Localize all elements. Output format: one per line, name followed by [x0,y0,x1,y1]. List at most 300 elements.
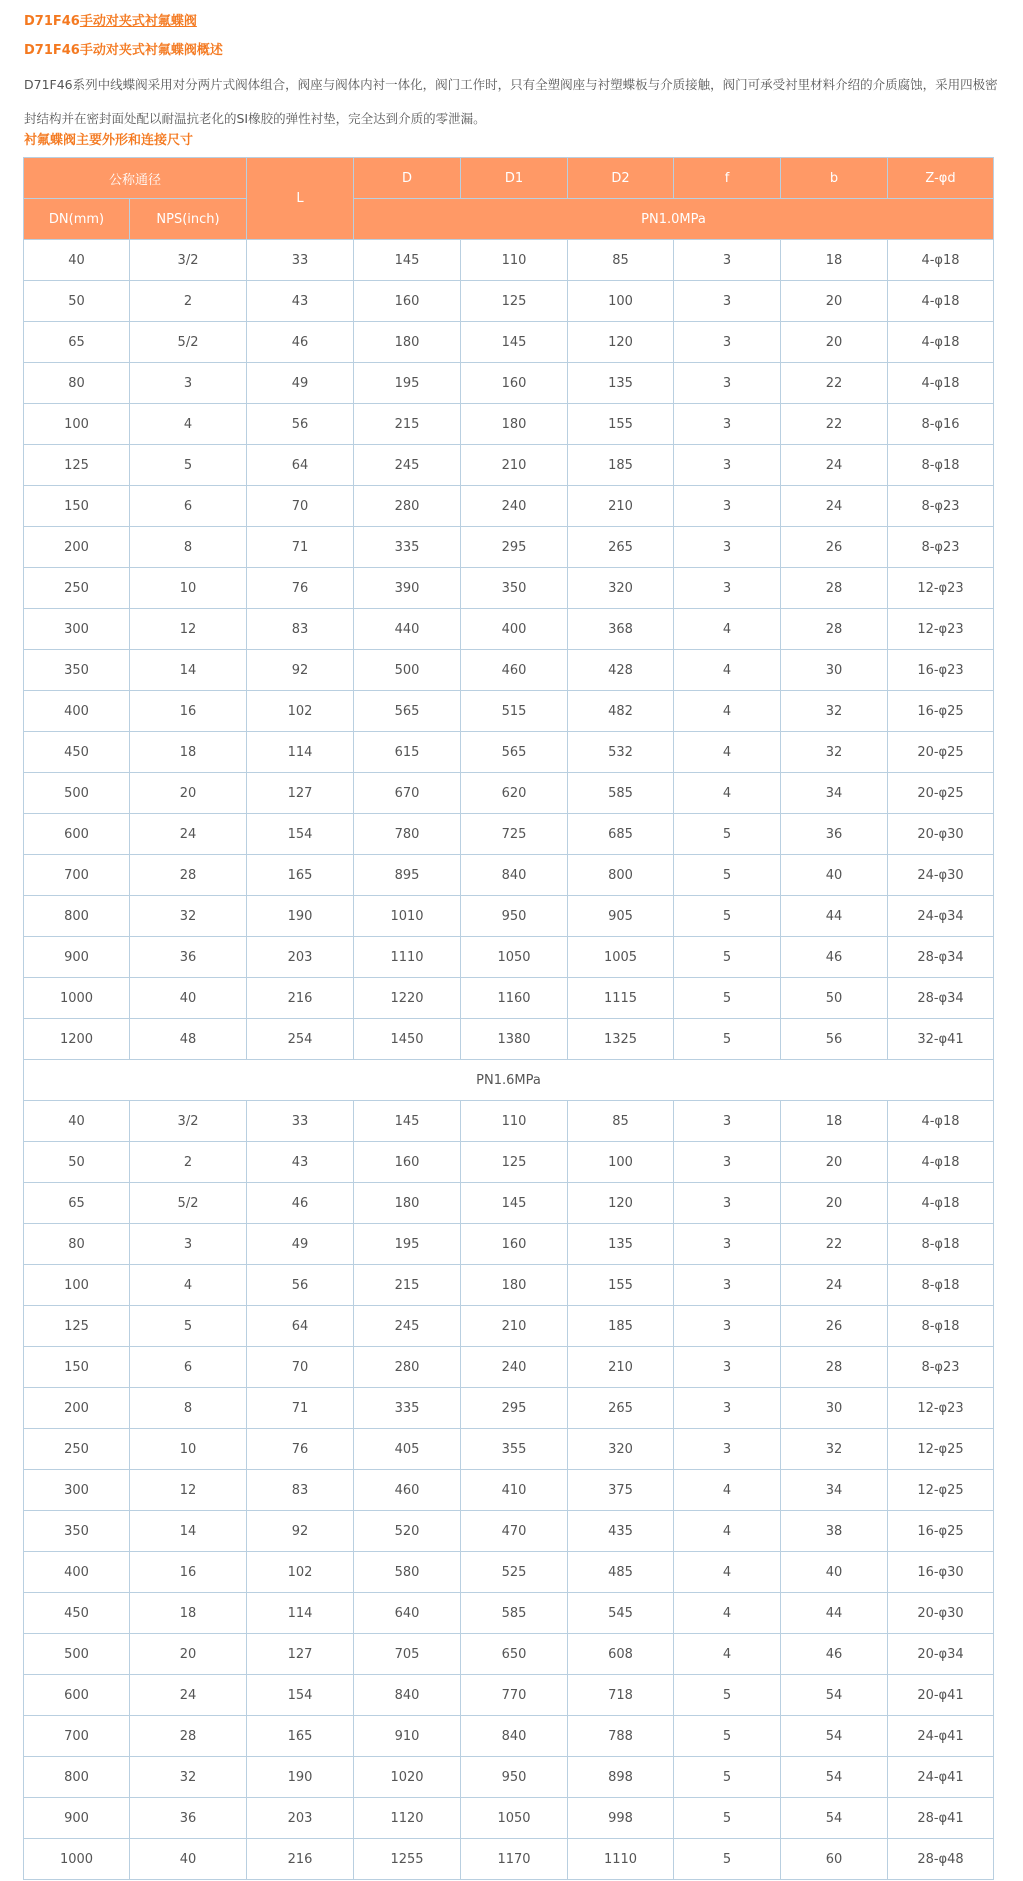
table-cell: 28-φ34 [888,978,994,1019]
table-cell: 16-φ23 [888,650,994,691]
table-cell: 410 [461,1470,568,1511]
header-nominal-diameter: 公称通径 [24,158,247,199]
table-cell: 20-φ25 [888,773,994,814]
table-cell: 210 [568,486,674,527]
table-cell: 12-φ23 [888,568,994,609]
table-cell: 3 [130,1224,247,1265]
table-cell: 280 [354,1347,461,1388]
table-cell: 210 [461,445,568,486]
table-cell: 295 [461,527,568,568]
header-z-phi-d: Z-φd [888,158,994,199]
table-row [24,1224,994,1265]
table-cell: 145 [461,1183,568,1224]
table-cell: 3 [674,1388,781,1429]
table-cell: 1325 [568,1019,674,1060]
table-cell: 18 [781,1101,888,1142]
table-cell: 30 [781,1388,888,1429]
table-cell: 5 [674,814,781,855]
table-cell: 5 [674,1798,781,1839]
table-cell: 20 [130,1634,247,1675]
table-cell: 200 [24,527,130,568]
table-cell: 390 [354,568,461,609]
table-cell: 1010 [354,896,461,937]
table-cell: 160 [461,363,568,404]
table-cell: 32 [130,1757,247,1798]
table-cell: 24 [781,486,888,527]
table-row [24,691,994,732]
table-cell: 8-φ18 [888,445,994,486]
table-cell: 60 [781,1839,888,1880]
table-cell: 470 [461,1511,568,1552]
table-cell: 4-φ18 [888,322,994,363]
table-cell: 4 [130,1265,247,1306]
header-d2: D2 [568,158,674,199]
table-cell: 50 [24,1142,130,1183]
title-code: D71F46 [24,14,80,29]
table-cell: 5/2 [130,322,247,363]
table-cell: 8-φ16 [888,404,994,445]
table-cell: 3 [674,527,781,568]
table-cell: 250 [24,1429,130,1470]
table-cell: 28-φ34 [888,937,994,978]
table-cell: 1170 [461,1839,568,1880]
table-cell: 840 [354,1675,461,1716]
table-cell: 5 [674,1675,781,1716]
table-cell: 350 [461,568,568,609]
table-cell: 4-φ18 [888,240,994,281]
table-cell: 28 [130,1716,247,1757]
table-row [24,1429,994,1470]
table-cell: 12 [130,609,247,650]
table-cell: 114 [247,732,354,773]
table-cell: 18 [130,1593,247,1634]
table-cell: 368 [568,609,674,650]
table-cell: 83 [247,609,354,650]
table-cell: 700 [24,855,130,896]
table-cell: 150 [24,486,130,527]
table-cell: 33 [247,240,354,281]
table-cell: 950 [461,1757,568,1798]
table-cell: 180 [461,404,568,445]
table-cell: 145 [354,1101,461,1142]
table-cell: 71 [247,527,354,568]
table-row [24,1675,994,1716]
table-cell: 145 [354,240,461,281]
table-cell: 5 [130,445,247,486]
table-cell: 210 [461,1306,568,1347]
table-cell: 998 [568,1798,674,1839]
table-cell: 43 [247,1142,354,1183]
table-cell: 350 [24,650,130,691]
table-cell: 295 [461,1388,568,1429]
table-row [24,732,994,773]
table-cell: 16 [130,1552,247,1593]
table-cell: 615 [354,732,461,773]
table-cell: 240 [461,1347,568,1388]
table-cell: 40 [130,978,247,1019]
section-pressure-label: PN1.6MPa [24,1060,994,1101]
table-cell: 5 [674,855,781,896]
table-cell: 580 [354,1552,461,1593]
table-cell: 22 [781,363,888,404]
table-cell: 640 [354,1593,461,1634]
table-cell: 65 [24,1183,130,1224]
table-cell: 43 [247,281,354,322]
table-cell: 92 [247,650,354,691]
table-cell: 65 [24,322,130,363]
table-cell: 725 [461,814,568,855]
table-cell: 355 [461,1429,568,1470]
table-cell: 780 [354,814,461,855]
table-row [24,1306,994,1347]
table-cell: 3 [674,404,781,445]
table-cell: 48 [130,1019,247,1060]
table-cell: 685 [568,814,674,855]
table-cell: 950 [461,896,568,937]
table-cell: 203 [247,937,354,978]
table-cell: 49 [247,1224,354,1265]
table-cell: 125 [24,1306,130,1347]
table-cell: 24-φ41 [888,1757,994,1798]
page-title-link[interactable] [24,12,197,32]
table-cell: 20-φ41 [888,1675,994,1716]
table-cell: 185 [568,445,674,486]
table-cell: 460 [354,1470,461,1511]
table-row [24,527,994,568]
table-cell: 565 [354,691,461,732]
table-cell: 114 [247,1593,354,1634]
overview-heading [24,41,223,61]
header-f: f [674,158,781,199]
table-cell: 3 [130,363,247,404]
table-cell: 76 [247,1429,354,1470]
table-cell: 5 [130,1306,247,1347]
table-cell: 165 [247,855,354,896]
table-row [24,814,994,855]
table-cell: 20 [781,322,888,363]
table-cell: 4 [674,732,781,773]
table-cell: 2 [130,281,247,322]
table-cell: 8-φ18 [888,1224,994,1265]
table-cell: 500 [24,773,130,814]
table-cell: 585 [568,773,674,814]
table-cell: 16-φ30 [888,1552,994,1593]
header-row-2 [24,199,994,240]
table-cell: 1110 [568,1839,674,1880]
table-cell: 28 [781,568,888,609]
table-row [24,978,994,1019]
table-cell: 3 [674,363,781,404]
table-cell: 20-φ25 [888,732,994,773]
section-label-row [24,1060,994,1101]
table-cell: 70 [247,486,354,527]
table-cell: 24 [781,1265,888,1306]
table-cell: 150 [24,1347,130,1388]
table-cell: 320 [568,568,674,609]
table-cell: 12-φ25 [888,1470,994,1511]
table-cell: 40 [24,240,130,281]
table-cell: 1255 [354,1839,461,1880]
table-cell: 3 [674,486,781,527]
table-cell: 24-φ34 [888,896,994,937]
title-text: 手动对夹式衬氟蝶阀 [79,14,197,29]
table-cell: 8-φ18 [888,1306,994,1347]
table-cell: 485 [568,1552,674,1593]
table-cell: 8-φ23 [888,1347,994,1388]
table-row [24,1347,994,1388]
table-row [24,486,994,527]
table-cell: 1450 [354,1019,461,1060]
table-cell: 4 [674,1511,781,1552]
table-cell: 4-φ18 [888,1101,994,1142]
table-row [24,1265,994,1306]
header-dn: DN(mm) [24,199,130,240]
table-cell: 250 [24,568,130,609]
table-cell: 20 [781,281,888,322]
table-cell: 125 [461,281,568,322]
table-cell: 100 [24,404,130,445]
table-cell: 3/2 [130,240,247,281]
table-cell: 12-φ23 [888,609,994,650]
table-cell: 190 [247,896,354,937]
table-cell: 788 [568,1716,674,1757]
table-cell: 102 [247,1552,354,1593]
table-cell: 718 [568,1675,674,1716]
table-row [24,363,994,404]
table-row [24,896,994,937]
table-row [24,1470,994,1511]
table-row [24,609,994,650]
table-cell: 450 [24,1593,130,1634]
table-cell: 16-φ25 [888,1511,994,1552]
header-row-1 [24,158,994,199]
table-row [24,1716,994,1757]
table-cell: 3 [674,1224,781,1265]
table-cell: 500 [354,650,461,691]
table-cell: 4 [674,650,781,691]
table-cell: 5 [674,1757,781,1798]
table-cell: 20 [781,1183,888,1224]
table-cell: 5 [674,1019,781,1060]
table-cell: 905 [568,896,674,937]
table-cell: 4 [674,609,781,650]
table-cell: 1380 [461,1019,568,1060]
table-cell: 1020 [354,1757,461,1798]
table-cell: 565 [461,732,568,773]
table-cell: 1050 [461,937,568,978]
table-cell: 1160 [461,978,568,1019]
table-cell: 32 [781,1429,888,1470]
table-cell: 265 [568,1388,674,1429]
table-cell: 500 [24,1634,130,1675]
table-cell: 3/2 [130,1101,247,1142]
table-cell: 85 [568,240,674,281]
table-cell: 6 [130,486,247,527]
table-cell: 620 [461,773,568,814]
table-cell: 100 [568,1142,674,1183]
table-cell: 28-φ41 [888,1798,994,1839]
table-cell: 38 [781,1511,888,1552]
table-cell: 3 [674,1101,781,1142]
table-cell: 20 [781,1142,888,1183]
table-row [24,937,994,978]
table-cell: 670 [354,773,461,814]
table-cell: 320 [568,1429,674,1470]
table-cell: 28-φ48 [888,1839,994,1880]
table-cell: 6 [130,1347,247,1388]
table-cell: 92 [247,1511,354,1552]
table-row [24,1142,994,1183]
table-cell: 195 [354,363,461,404]
table-cell: 705 [354,1634,461,1675]
table-cell: 120 [568,322,674,363]
table-cell: 28 [781,609,888,650]
table-body [24,158,994,1880]
table-cell: 215 [354,1265,461,1306]
header-d: D [354,158,461,199]
table-row [24,1388,994,1429]
table-cell: 3 [674,445,781,486]
table-row [24,322,994,363]
table-cell: 16-φ25 [888,691,994,732]
table-cell: 26 [781,527,888,568]
table-cell: 216 [247,1839,354,1880]
overview-code: D71F46 [24,43,80,58]
table-cell: 375 [568,1470,674,1511]
table-cell: 34 [781,1470,888,1511]
table-cell: 14 [130,650,247,691]
table-row [24,1634,994,1675]
table-row [24,1552,994,1593]
table-cell: 898 [568,1757,674,1798]
table-cell: 160 [461,1224,568,1265]
table-cell: 24 [130,1675,247,1716]
table-cell: 400 [24,1552,130,1593]
table-cell: 14 [130,1511,247,1552]
table-cell: 460 [461,650,568,691]
table-cell: 245 [354,1306,461,1347]
table-cell: 71 [247,1388,354,1429]
table-row [24,1593,994,1634]
table-cell: 3 [674,1306,781,1347]
table-cell: 5 [674,1839,781,1880]
table-cell: 8 [130,1388,247,1429]
table-cell: 515 [461,691,568,732]
table-cell: 85 [568,1101,674,1142]
table-cell: 4 [130,404,247,445]
table-row [24,1511,994,1552]
table-cell: 650 [461,1634,568,1675]
table-cell: 18 [781,240,888,281]
table-cell: 46 [247,322,354,363]
table-cell: 4-φ18 [888,1142,994,1183]
table-row [24,404,994,445]
table-cell: 34 [781,773,888,814]
table-cell: 32-φ41 [888,1019,994,1060]
table-cell: 40 [781,1552,888,1593]
table-cell: 532 [568,732,674,773]
table-row [24,773,994,814]
table-cell: 20-φ30 [888,1593,994,1634]
table-cell: 800 [24,896,130,937]
table-cell: 125 [461,1142,568,1183]
table-cell: 10 [130,568,247,609]
table-cell: 265 [568,527,674,568]
table-cell: 154 [247,1675,354,1716]
table-cell: 155 [568,404,674,445]
table-cell: 46 [781,937,888,978]
table-cell: 54 [781,1798,888,1839]
table-cell: 120 [568,1183,674,1224]
table-cell: 160 [354,281,461,322]
table-cell: 54 [781,1675,888,1716]
table-row [24,1798,994,1839]
table-row [24,445,994,486]
table-cell: 46 [781,1634,888,1675]
table-cell: 280 [354,486,461,527]
table-cell: 3 [674,1183,781,1224]
table-cell: 1000 [24,978,130,1019]
table-cell: 216 [247,978,354,1019]
table-cell: 800 [568,855,674,896]
table-cell: 240 [461,486,568,527]
table-cell: 1200 [24,1019,130,1060]
table-cell: 160 [354,1142,461,1183]
table-cell: 5 [674,1716,781,1757]
table-cell: 4 [674,773,781,814]
table-cell: 12 [130,1470,247,1511]
table-cell: 1050 [461,1798,568,1839]
table-cell: 180 [354,1183,461,1224]
table-row [24,1183,994,1224]
table-cell: 4-φ18 [888,281,994,322]
table-cell: 300 [24,1470,130,1511]
table-cell: 895 [354,855,461,896]
table-cell: 400 [24,691,130,732]
table-cell: 5/2 [130,1183,247,1224]
table-cell: 12-φ23 [888,1388,994,1429]
table-cell: 405 [354,1429,461,1470]
table-cell: 5 [674,978,781,1019]
table-cell: 545 [568,1593,674,1634]
table-cell: 76 [247,568,354,609]
table-cell: 910 [354,1716,461,1757]
table-row [24,1101,994,1142]
table-cell: 4-φ18 [888,1183,994,1224]
header-d1: D1 [461,158,568,199]
table-cell: 54 [781,1757,888,1798]
table-cell: 44 [781,896,888,937]
table-cell: 254 [247,1019,354,1060]
table-cell: 20-φ34 [888,1634,994,1675]
table-cell: 4 [674,1552,781,1593]
table-cell: 20 [130,773,247,814]
table-cell: 56 [247,404,354,445]
table-cell: 4 [674,1593,781,1634]
table-cell: 4-φ18 [888,363,994,404]
table-cell: 22 [781,1224,888,1265]
dimensions-heading: 衬氟蝶阀主要外形和连接尺寸 [24,133,194,148]
table-cell: 180 [461,1265,568,1306]
table-cell: 16 [130,691,247,732]
table-cell: 110 [461,240,568,281]
table-cell: 20-φ30 [888,814,994,855]
overview-heading-text: 手动对夹式衬氟蝶阀概述 [79,43,223,58]
table-cell: 28 [130,855,247,896]
table-cell: 64 [247,445,354,486]
table-cell: 3 [674,322,781,363]
table-cell: 600 [24,814,130,855]
